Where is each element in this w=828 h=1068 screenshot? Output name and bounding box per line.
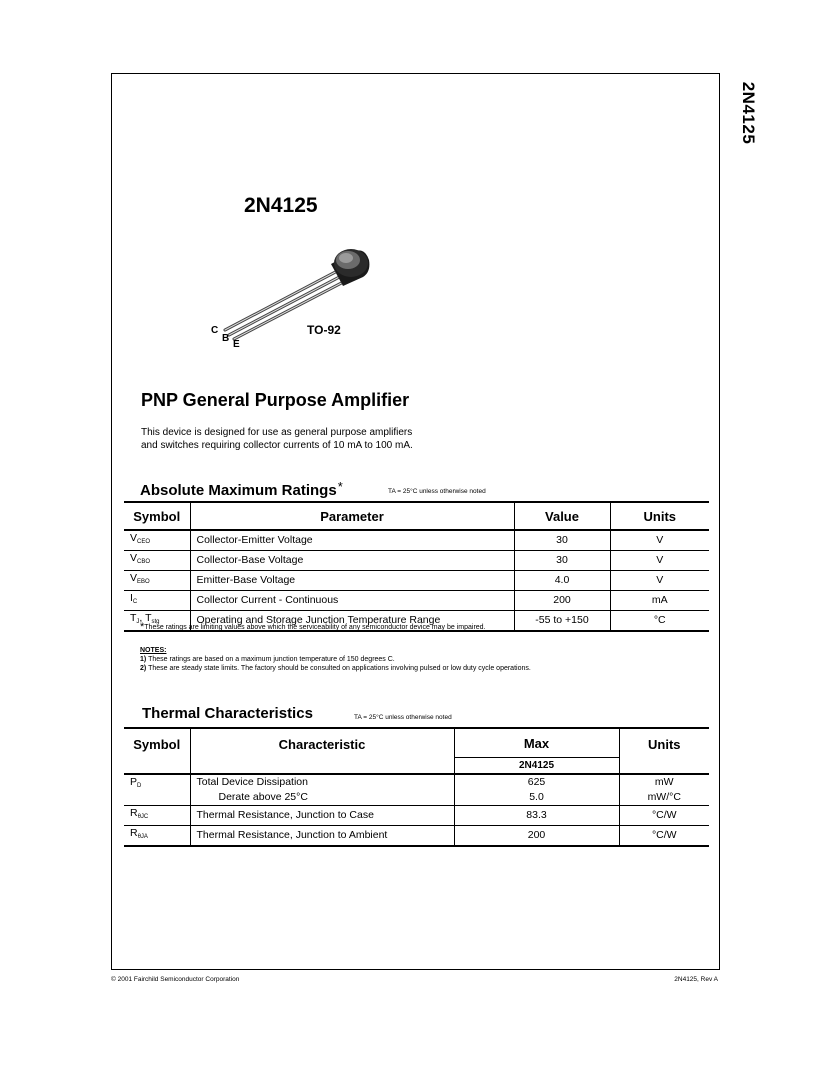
header-units: Units [619, 728, 709, 774]
header-parameter: Parameter [190, 502, 514, 530]
row-unit: V [610, 571, 709, 591]
header-symbol: Symbol [124, 728, 190, 774]
row-parameter: Operating and Storage Junction Temperature Range [190, 611, 514, 632]
row-parameter: Collector-Base Voltage [190, 551, 514, 571]
row-symbol: $P_D$ [130, 776, 142, 789]
notes-heading: NOTES: [140, 647, 167, 654]
pin-label-base: B [222, 333, 230, 344]
row-symbol: $V_{CEO}$ [130, 532, 151, 545]
footer-revision: 2N4125, Rev A [674, 976, 718, 983]
part-number-title: 2N4125 [244, 194, 318, 217]
header-value: Value [514, 502, 610, 530]
row-max: 83.3 [454, 806, 619, 826]
abs-max-table [124, 501, 709, 632]
row-value: 30 [514, 551, 610, 571]
footer-copyright: © 2001 Fairchild Semiconductor Corporation [111, 976, 240, 983]
notes-block [140, 646, 531, 673]
pin-label-emitter: E [233, 339, 240, 350]
thermal-table [124, 727, 709, 847]
row-parameter: Emitter-Base Voltage [190, 571, 514, 591]
row-unit: °C [610, 611, 709, 632]
row-symbol: $T_J$, $T_{stg}$ [130, 612, 160, 625]
row-value: 200 [514, 591, 610, 611]
device-description [141, 426, 413, 452]
row-max: 625 5.0 [454, 774, 619, 806]
table-row [124, 774, 709, 806]
note-item: 1) These ratings are based on a maximum junction temperature of 150 degrees C. [140, 656, 395, 663]
row-value: 4.0 [514, 571, 610, 591]
header-symbol: Symbol [133, 508, 181, 524]
header-units: Units [610, 502, 709, 530]
row-characteristic: Thermal Resistance, Junction to Case [190, 806, 454, 826]
row-parameter: Collector-Emitter Voltage [190, 530, 514, 551]
ratings-footnote: *These ratings are limiting values above which the serviceability of any semiconductor device may be impaired. [140, 621, 486, 633]
description-line: and switches requiring collector currents of 10 mA to 100 mA. [141, 440, 413, 451]
row-value: 30 [514, 530, 610, 551]
header-part-number: 2N4125 [454, 758, 619, 775]
header-max: Max [454, 728, 619, 758]
row-unit: °C/W [619, 826, 709, 847]
to92-package-image [205, 238, 375, 343]
row-unit: mA [610, 591, 709, 611]
row-value: -55 to +150 [514, 611, 610, 632]
package-label: TO-92 [307, 323, 341, 337]
table-row [124, 571, 709, 591]
row-unit: V [610, 551, 709, 571]
table-row [124, 826, 709, 847]
row-unit: V [610, 530, 709, 551]
row-parameter: Collector Current - Continuous [190, 591, 514, 611]
table-row [124, 591, 709, 611]
row-unit: mW mW/°C [619, 774, 709, 806]
row-unit: °C/W [619, 806, 709, 826]
table-row [124, 530, 709, 551]
row-symbol: $R_{\theta JA}$ [130, 827, 148, 840]
device-heading: PNP General Purpose Amplifier [141, 390, 410, 410]
abs-max-condition: TA = 25°C unless otherwise noted [388, 488, 486, 495]
row-max: 200 [454, 826, 619, 847]
row-symbol: $V_{CBO}$ [130, 552, 151, 565]
table-row [124, 551, 709, 571]
row-characteristic: Total Device Dissipation Derate above 25°C [190, 774, 454, 806]
thermal-condition: TA = 25°C unless otherwise noted [354, 714, 452, 721]
abs-max-asterisk: * [337, 479, 343, 494]
abs-max-title: Absolute Maximum Ratings* [140, 479, 343, 499]
row-symbol: $I_C$ [130, 592, 138, 605]
row-symbol: $V_{EBO}$ [130, 572, 150, 585]
note-item: 2) These are steady state limits. The factory should be consulted on applications involving pulsed or low duty cycle operations. [140, 665, 531, 672]
row-characteristic: Thermal Resistance, Junction to Ambient [190, 826, 454, 847]
row-symbol: $R_{\theta JC}$ [130, 807, 149, 820]
table-row [124, 806, 709, 826]
header-characteristic: Characteristic [190, 728, 454, 774]
description-line: This device is designed for use as general purpose amplifiers [141, 427, 413, 438]
pin-label-collector: C [211, 325, 219, 336]
thermal-title: Thermal Characteristics [142, 705, 313, 722]
side-part-number: 2N4125 [739, 81, 758, 145]
